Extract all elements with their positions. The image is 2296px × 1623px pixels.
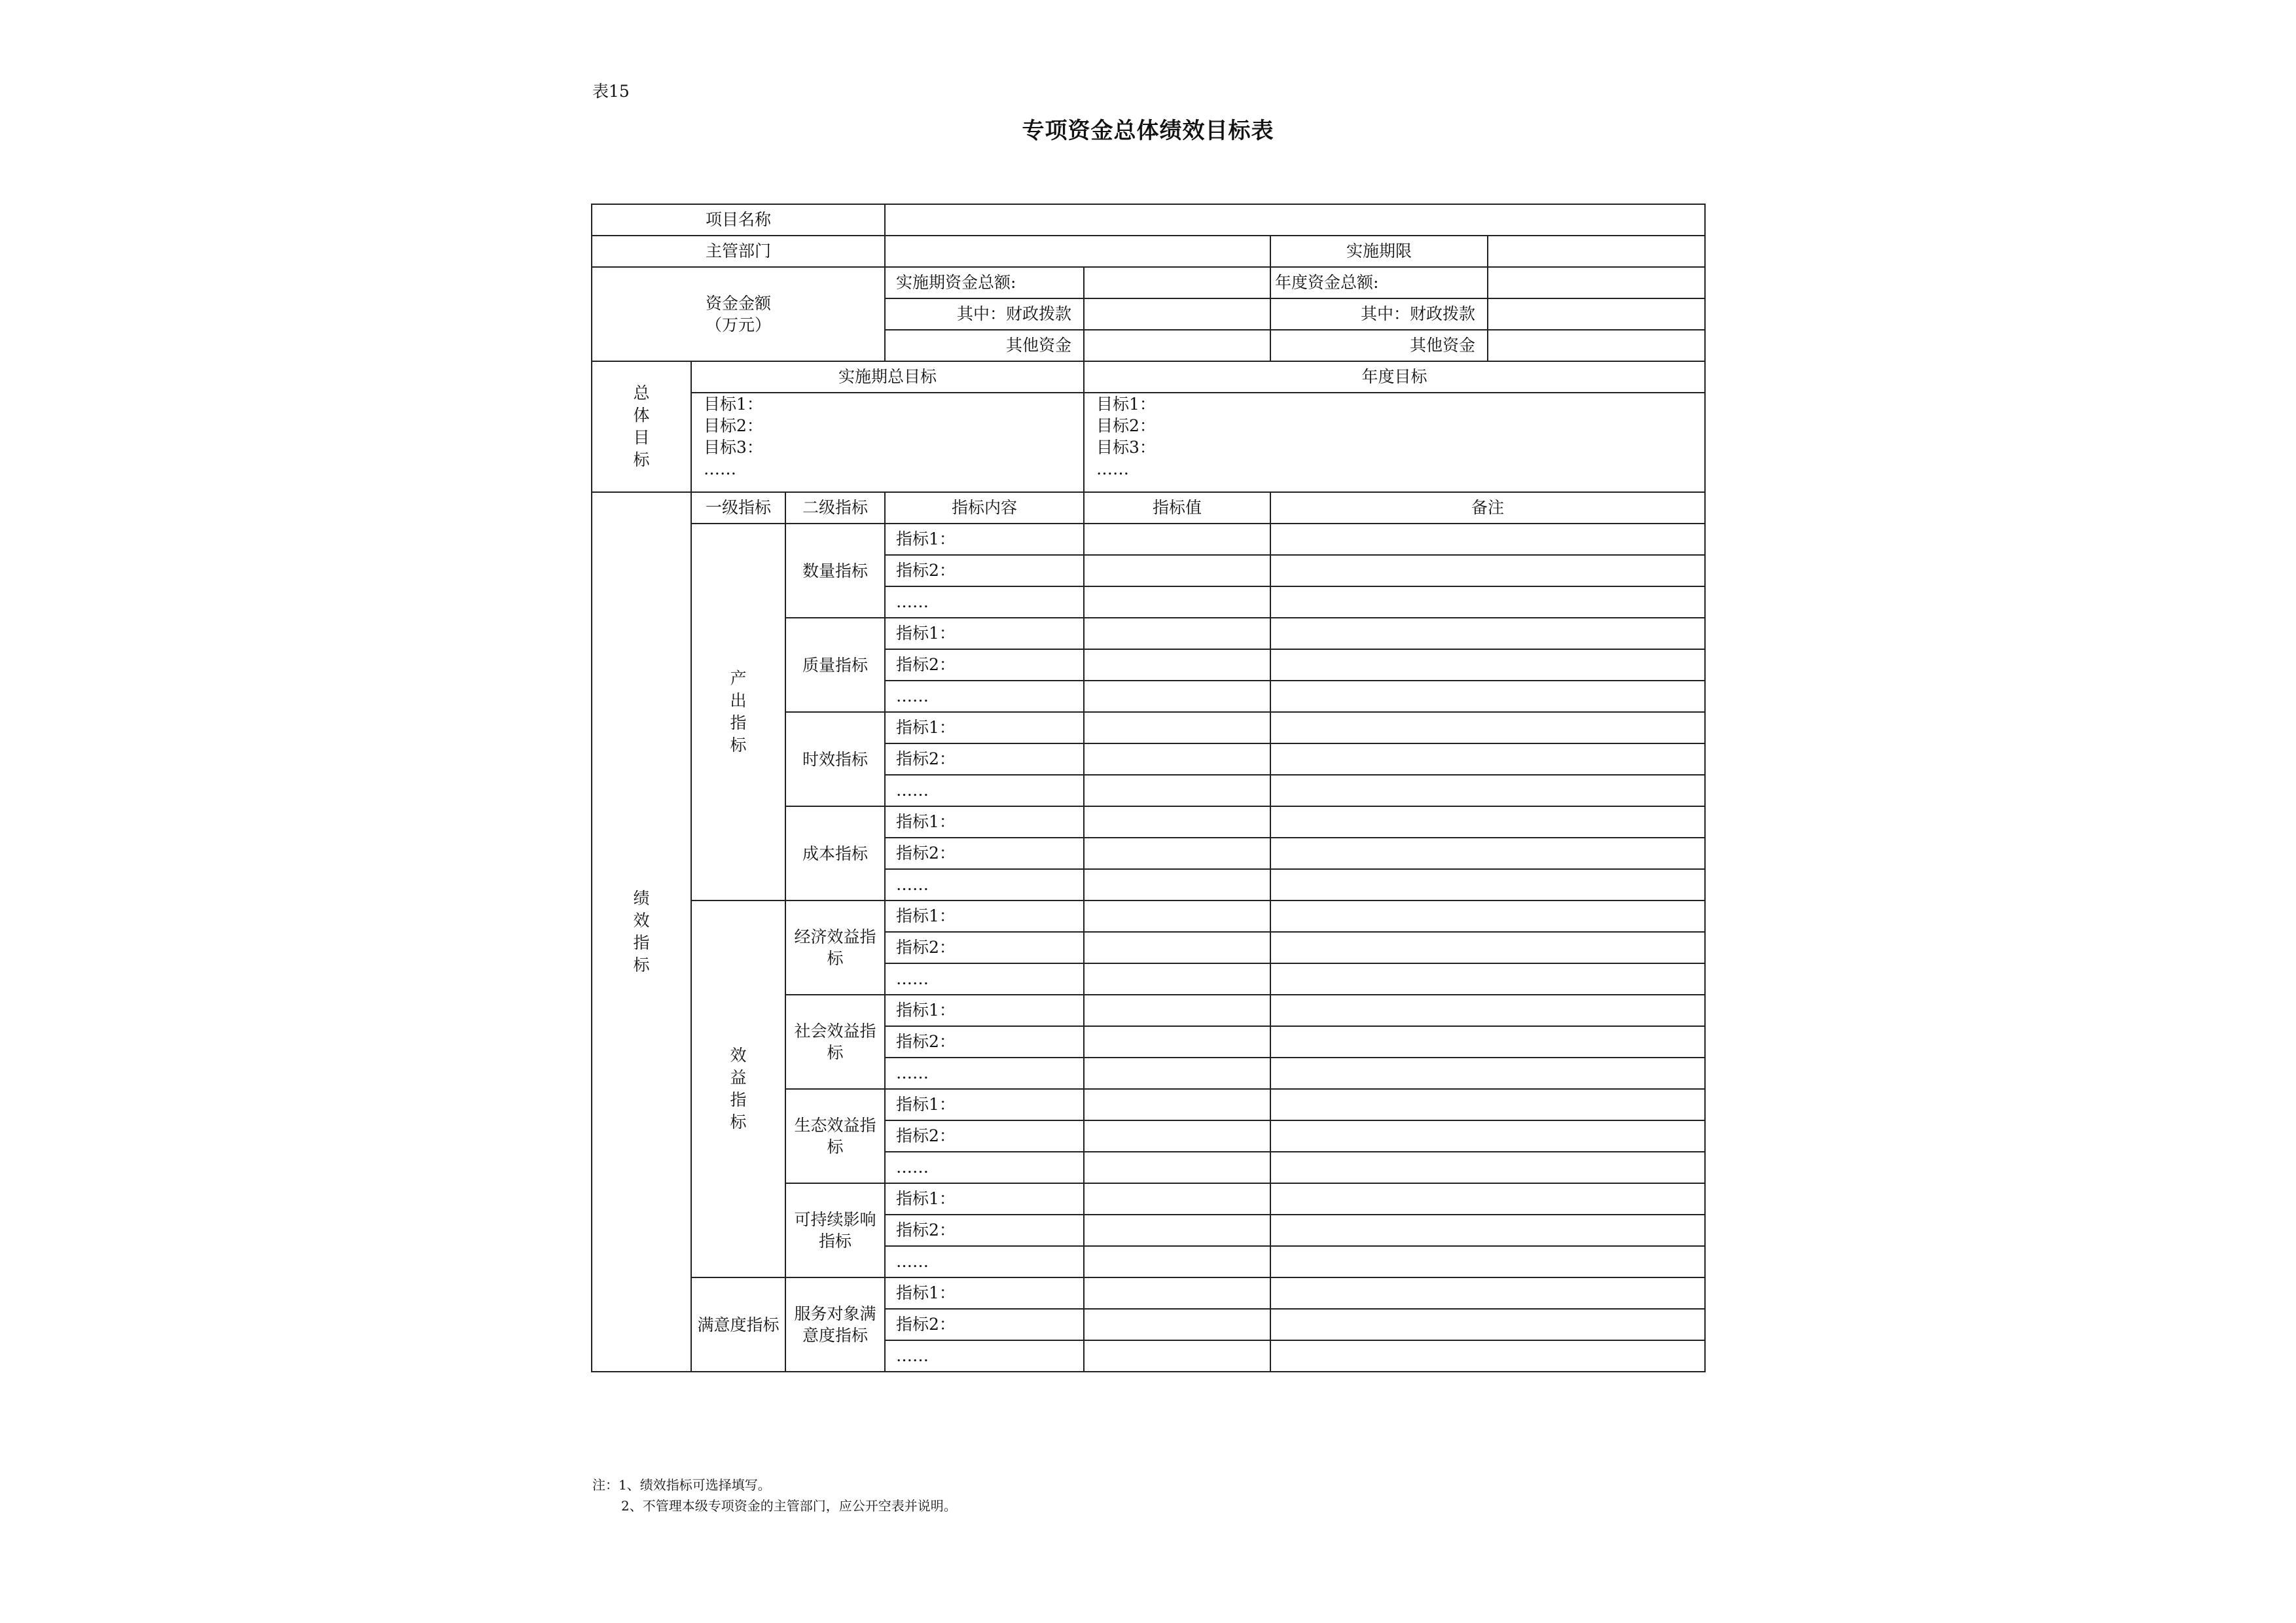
indicator-value: [1084, 1246, 1270, 1277]
funds-label-line2: （万元）: [705, 315, 771, 334]
output-indicators-label: 产 出 指 标: [691, 524, 785, 901]
indicator-item: 指标2：: [885, 649, 1084, 681]
page-title: 专项资金总体绩效目标表: [1022, 118, 1274, 144]
indicator-remark: [1270, 1246, 1705, 1277]
indicator-value: [1084, 963, 1270, 995]
period-value: [1488, 236, 1705, 267]
col-remark-header: 备注: [1270, 492, 1705, 524]
overall-goals-label: 总 体 目 标: [592, 361, 691, 492]
indicator-remark: [1270, 586, 1705, 618]
indicator-value: [1084, 1309, 1270, 1340]
indicator-remark: [1270, 1309, 1705, 1340]
footnotes: [592, 1474, 957, 1516]
indicator-value: [1084, 681, 1270, 712]
indicator-value: [1084, 555, 1270, 586]
service-satisfaction-label: 服务对象满意度指标: [785, 1277, 885, 1372]
performance-indicators-label: 绩 效 指 标: [592, 492, 691, 1372]
indicator-remark: [1270, 1183, 1705, 1215]
indicator-remark: [1270, 838, 1705, 869]
indicator-remark: [1270, 1277, 1705, 1309]
indicator-item: ……: [885, 1058, 1084, 1089]
indicator-item: ……: [885, 869, 1084, 901]
indicator-remark: [1270, 1215, 1705, 1246]
indicator-remark: [1270, 963, 1705, 995]
indicator-item: 指标2：: [885, 1026, 1084, 1058]
social-benefit-label: 社会效益指标: [785, 995, 885, 1089]
indicator-value: [1084, 618, 1270, 649]
indicator-value: [1084, 806, 1270, 838]
indicator-remark: [1270, 995, 1705, 1026]
table-number: 表15: [592, 82, 630, 101]
indicator-remark: [1270, 618, 1705, 649]
indicator-value: [1084, 995, 1270, 1026]
indicator-item: ……: [885, 1152, 1084, 1183]
project-name-value: [885, 204, 1705, 236]
indicator-item: ……: [885, 1246, 1084, 1277]
indicator-item: 指标2：: [885, 1215, 1084, 1246]
indicator-remark: [1270, 1340, 1705, 1372]
indicator-remark: [1270, 649, 1705, 681]
sustainable-impact-label: 可持续影响指标: [785, 1183, 885, 1277]
indicator-item: 指标1：: [885, 712, 1084, 743]
indicator-remark: [1270, 1026, 1705, 1058]
performance-goal-table: [591, 204, 1706, 1372]
period-fiscal-value: [1084, 298, 1270, 330]
indicator-remark: [1270, 932, 1705, 963]
indicator-item: ……: [885, 963, 1084, 995]
indicator-remark: [1270, 681, 1705, 712]
indicator-remark: [1270, 901, 1705, 932]
indicator-value: [1084, 586, 1270, 618]
department-value: [885, 236, 1270, 267]
period-other-label: 其他资金: [885, 330, 1084, 361]
indicator-item: 指标1：: [885, 995, 1084, 1026]
indicator-value: [1084, 1183, 1270, 1215]
indicator-value: [1084, 524, 1270, 555]
department-label: 主管部门: [592, 236, 885, 267]
ecological-benefit-label: 生态效益指标: [785, 1089, 885, 1183]
period-fiscal-label: 其中：财政拨款: [885, 298, 1084, 330]
indicator-item: 指标2：: [885, 838, 1084, 869]
benefit-indicators-label: 效 益 指 标: [691, 901, 785, 1277]
indicator-value: [1084, 1152, 1270, 1183]
indicator-value: [1084, 1058, 1270, 1089]
indicator-value: [1084, 1277, 1270, 1309]
indicator-remark: [1270, 1058, 1705, 1089]
annual-fiscal-value: [1488, 298, 1705, 330]
indicator-remark: [1270, 1152, 1705, 1183]
indicator-item: ……: [885, 681, 1084, 712]
indicator-value: [1084, 1120, 1270, 1152]
funds-label: [592, 267, 885, 361]
indicator-remark: [1270, 1120, 1705, 1152]
indicator-value: [1084, 901, 1270, 932]
indicator-remark: [1270, 712, 1705, 743]
indicator-remark: [1270, 869, 1705, 901]
indicator-value: [1084, 1215, 1270, 1246]
period-goal-header: 实施期总目标: [691, 361, 1084, 393]
indicator-item: 指标2：: [885, 1309, 1084, 1340]
indicator-item: 指标1：: [885, 1277, 1084, 1309]
annual-total-label: 年度资金总额:: [1270, 267, 1488, 298]
satisfaction-indicators-label: 满意度指标: [691, 1277, 785, 1372]
indicator-value: [1084, 869, 1270, 901]
period-other-value: [1084, 330, 1270, 361]
period-total-value: [1084, 267, 1270, 298]
funds-label-line1: 资金金额: [705, 294, 771, 313]
indicator-value: [1084, 1340, 1270, 1372]
quality-indicator-label: 质量指标: [785, 618, 885, 712]
col-level2-header: 二级指标: [785, 492, 885, 524]
indicator-value: [1084, 1026, 1270, 1058]
indicator-value: [1084, 1089, 1270, 1120]
cost-indicator-label: 成本指标: [785, 806, 885, 901]
indicator-item: ……: [885, 775, 1084, 806]
col-content-header: 指标内容: [885, 492, 1084, 524]
annual-other-label: 其他资金: [1270, 330, 1488, 361]
project-name-label: 项目名称: [592, 204, 885, 236]
annual-goal-list: 目标1： 目标2： 目标3： ……: [1084, 393, 1705, 492]
indicator-remark: [1270, 743, 1705, 775]
annual-total-value: [1488, 267, 1705, 298]
indicator-item: 指标2：: [885, 1120, 1084, 1152]
indicator-item: 指标1：: [885, 901, 1084, 932]
col-level1-header: 一级指标: [691, 492, 785, 524]
indicator-item: 指标2：: [885, 932, 1084, 963]
indicator-remark: [1270, 555, 1705, 586]
indicator-remark: [1270, 1089, 1705, 1120]
indicator-item: 指标1：: [885, 1089, 1084, 1120]
timeliness-indicator-label: 时效指标: [785, 712, 885, 806]
indicator-item: 指标2：: [885, 743, 1084, 775]
period-total-label: 实施期资金总额:: [885, 267, 1084, 298]
footnote-2: 2、不管理本级专项资金的主管部门，应公开空表并说明。: [621, 1498, 957, 1514]
annual-other-value: [1488, 330, 1705, 361]
indicator-value: [1084, 712, 1270, 743]
indicator-item: 指标1：: [885, 1183, 1084, 1215]
indicator-item: ……: [885, 1340, 1084, 1372]
indicator-value: [1084, 743, 1270, 775]
period-label: 实施期限: [1270, 236, 1488, 267]
indicator-remark: [1270, 775, 1705, 806]
col-value-header: 指标值: [1084, 492, 1270, 524]
period-goal-list: 目标1： 目标2： 目标3： ……: [691, 393, 1084, 492]
indicator-value: [1084, 838, 1270, 869]
indicator-value: [1084, 649, 1270, 681]
indicator-item: ……: [885, 586, 1084, 618]
footnote-1: 注：1、绩效指标可选择填写。: [592, 1477, 771, 1493]
indicator-remark: [1270, 806, 1705, 838]
annual-goal-header: 年度目标: [1084, 361, 1705, 393]
indicator-item: 指标1：: [885, 806, 1084, 838]
indicator-item: 指标1：: [885, 524, 1084, 555]
indicator-value: [1084, 932, 1270, 963]
indicator-item: 指标1：: [885, 618, 1084, 649]
annual-fiscal-label: 其中：财政拨款: [1270, 298, 1488, 330]
economic-benefit-label: 经济效益指标: [785, 901, 885, 995]
indicator-remark: [1270, 524, 1705, 555]
quantity-indicator-label: 数量指标: [785, 524, 885, 618]
indicator-item: 指标2：: [885, 555, 1084, 586]
indicator-value: [1084, 775, 1270, 806]
